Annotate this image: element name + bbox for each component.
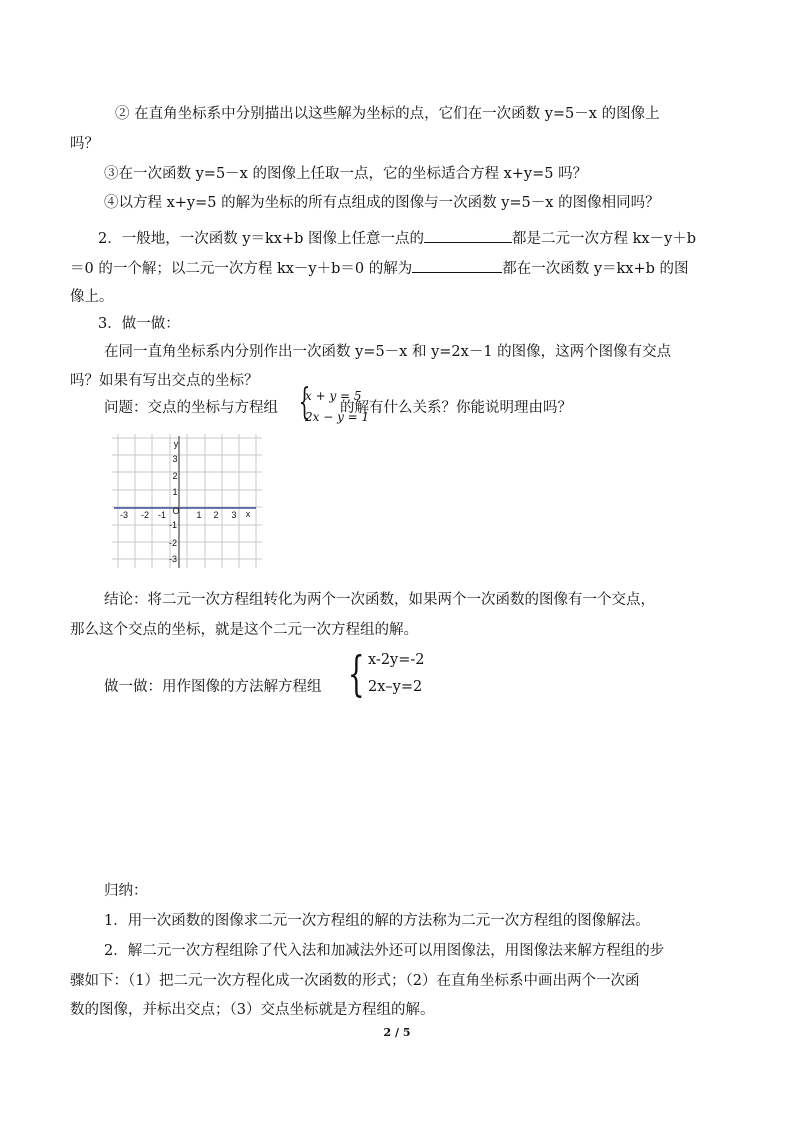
p2-text-post: 都是二元一次方程 kx－y＋b bbox=[512, 231, 697, 247]
question-post: 的解有什么关系？你能说明理由吗？ bbox=[340, 400, 572, 416]
system-2-eq2: 2x–y=2 bbox=[368, 679, 423, 695]
system-2-brace: { bbox=[347, 646, 365, 702]
system-1-eq2: 2x − y = 1 bbox=[305, 410, 370, 424]
x-tick-label: -3 bbox=[119, 510, 129, 520]
system-2-eq1: x-2y=-2 bbox=[368, 652, 425, 668]
summary-point-2-line2: 骤如下：（1）把二元一次方程化成一次函数的形式；（2）在直角坐标系中画出两个一次函 bbox=[70, 973, 640, 989]
y-axis-label: y bbox=[173, 439, 179, 449]
paragraph-3-line2: 吗？如果有写出交点的坐标？ bbox=[70, 373, 259, 389]
x-tick-label: 1 bbox=[196, 510, 202, 520]
summary-point-1: 1．用一次函数的图像求二元一次方程组的解的方法称为二元一次方程组的图像解法。 bbox=[104, 913, 650, 929]
p2b-text-post: 都在一次函数 y＝kx+b 的图 bbox=[502, 261, 689, 277]
x-tick-label: -1 bbox=[157, 510, 167, 520]
origin-label: O bbox=[172, 506, 180, 516]
summary-point-2-line1: 2．解二元一次方程组除了代入法和加减法外还可以用图像法，用图像法来解方程组的步 bbox=[104, 943, 665, 959]
paragraph-2-line1 bbox=[98, 227, 696, 249]
conclusion-line2: 那么这个交点的坐标，就是这个二元一次方程组的解。 bbox=[70, 622, 418, 638]
do-it-line: 做一做：用作图像的方法解方程组 bbox=[104, 679, 322, 695]
p2b-text-pre: ＝0 的一个解；以二元一次方程 kx－y＋b＝0 的解为 bbox=[70, 261, 413, 277]
page-number: 2 / 5 bbox=[383, 1026, 411, 1039]
y-tick-label: -2 bbox=[168, 538, 178, 548]
summary-point-2-line3: 数的图像，并标出交点；（3）交点坐标就是方程组的解。 bbox=[70, 1002, 435, 1018]
y-tick-label: 3 bbox=[172, 454, 178, 464]
paragraph-2-line3: 像上。 bbox=[70, 289, 114, 305]
fill-blank-1[interactable] bbox=[424, 227, 512, 243]
x-tick-label: 3 bbox=[231, 510, 237, 520]
y-tick-label: -1 bbox=[168, 520, 178, 530]
paragraph-2-line2 bbox=[70, 257, 689, 279]
paragraph-3-heading: 3．做一做： bbox=[98, 316, 180, 332]
question-pre: 问题：交点的坐标与方程组 bbox=[104, 400, 278, 416]
p2-text-pre: 2．一般地，一次函数 y＝kx+b 图像上任意一点的 bbox=[98, 231, 425, 247]
fill-blank-2[interactable] bbox=[412, 257, 502, 273]
x-axis-label: x bbox=[245, 509, 251, 519]
y-tick-label: 1 bbox=[172, 487, 178, 497]
question-2-line2: 吗？ bbox=[70, 136, 99, 152]
system-1-eq1: x + y = 5 bbox=[305, 389, 362, 403]
y-tick-label: 2 bbox=[172, 471, 178, 481]
x-tick-label: -2 bbox=[140, 510, 150, 520]
y-tick-label: -3 bbox=[168, 554, 178, 564]
conclusion-line1: 结论：将二元一次方程组转化为两个一次函数，如果两个一次函数的图像有一个交点， bbox=[104, 592, 655, 608]
question-4: ④以方程 x+y=5 的解为坐标的所有点组成的图像与一次函数 y=5－x 的图像相同吗？ bbox=[104, 195, 660, 211]
x-tick-label: 2 bbox=[213, 510, 219, 520]
question-2-line1: ② 在直角坐标系中分别描出以这些解为坐标的点，它们在一次函数 y=5－x 的图像上 bbox=[115, 106, 660, 122]
summary-title: 归纳： bbox=[104, 883, 148, 899]
coordinate-grid bbox=[112, 434, 262, 568]
question-3: ③在一次函数 y=5－x 的图像上任取一点，它的坐标适合方程 x+y=5 吗？ bbox=[104, 166, 588, 182]
paragraph-3-line1: 在同一直角坐标系内分别作出一次函数 y=5－x 和 y=2x－1 的图像，这两个图像有交点 bbox=[104, 344, 672, 360]
system-1-brace: { bbox=[298, 382, 311, 423]
